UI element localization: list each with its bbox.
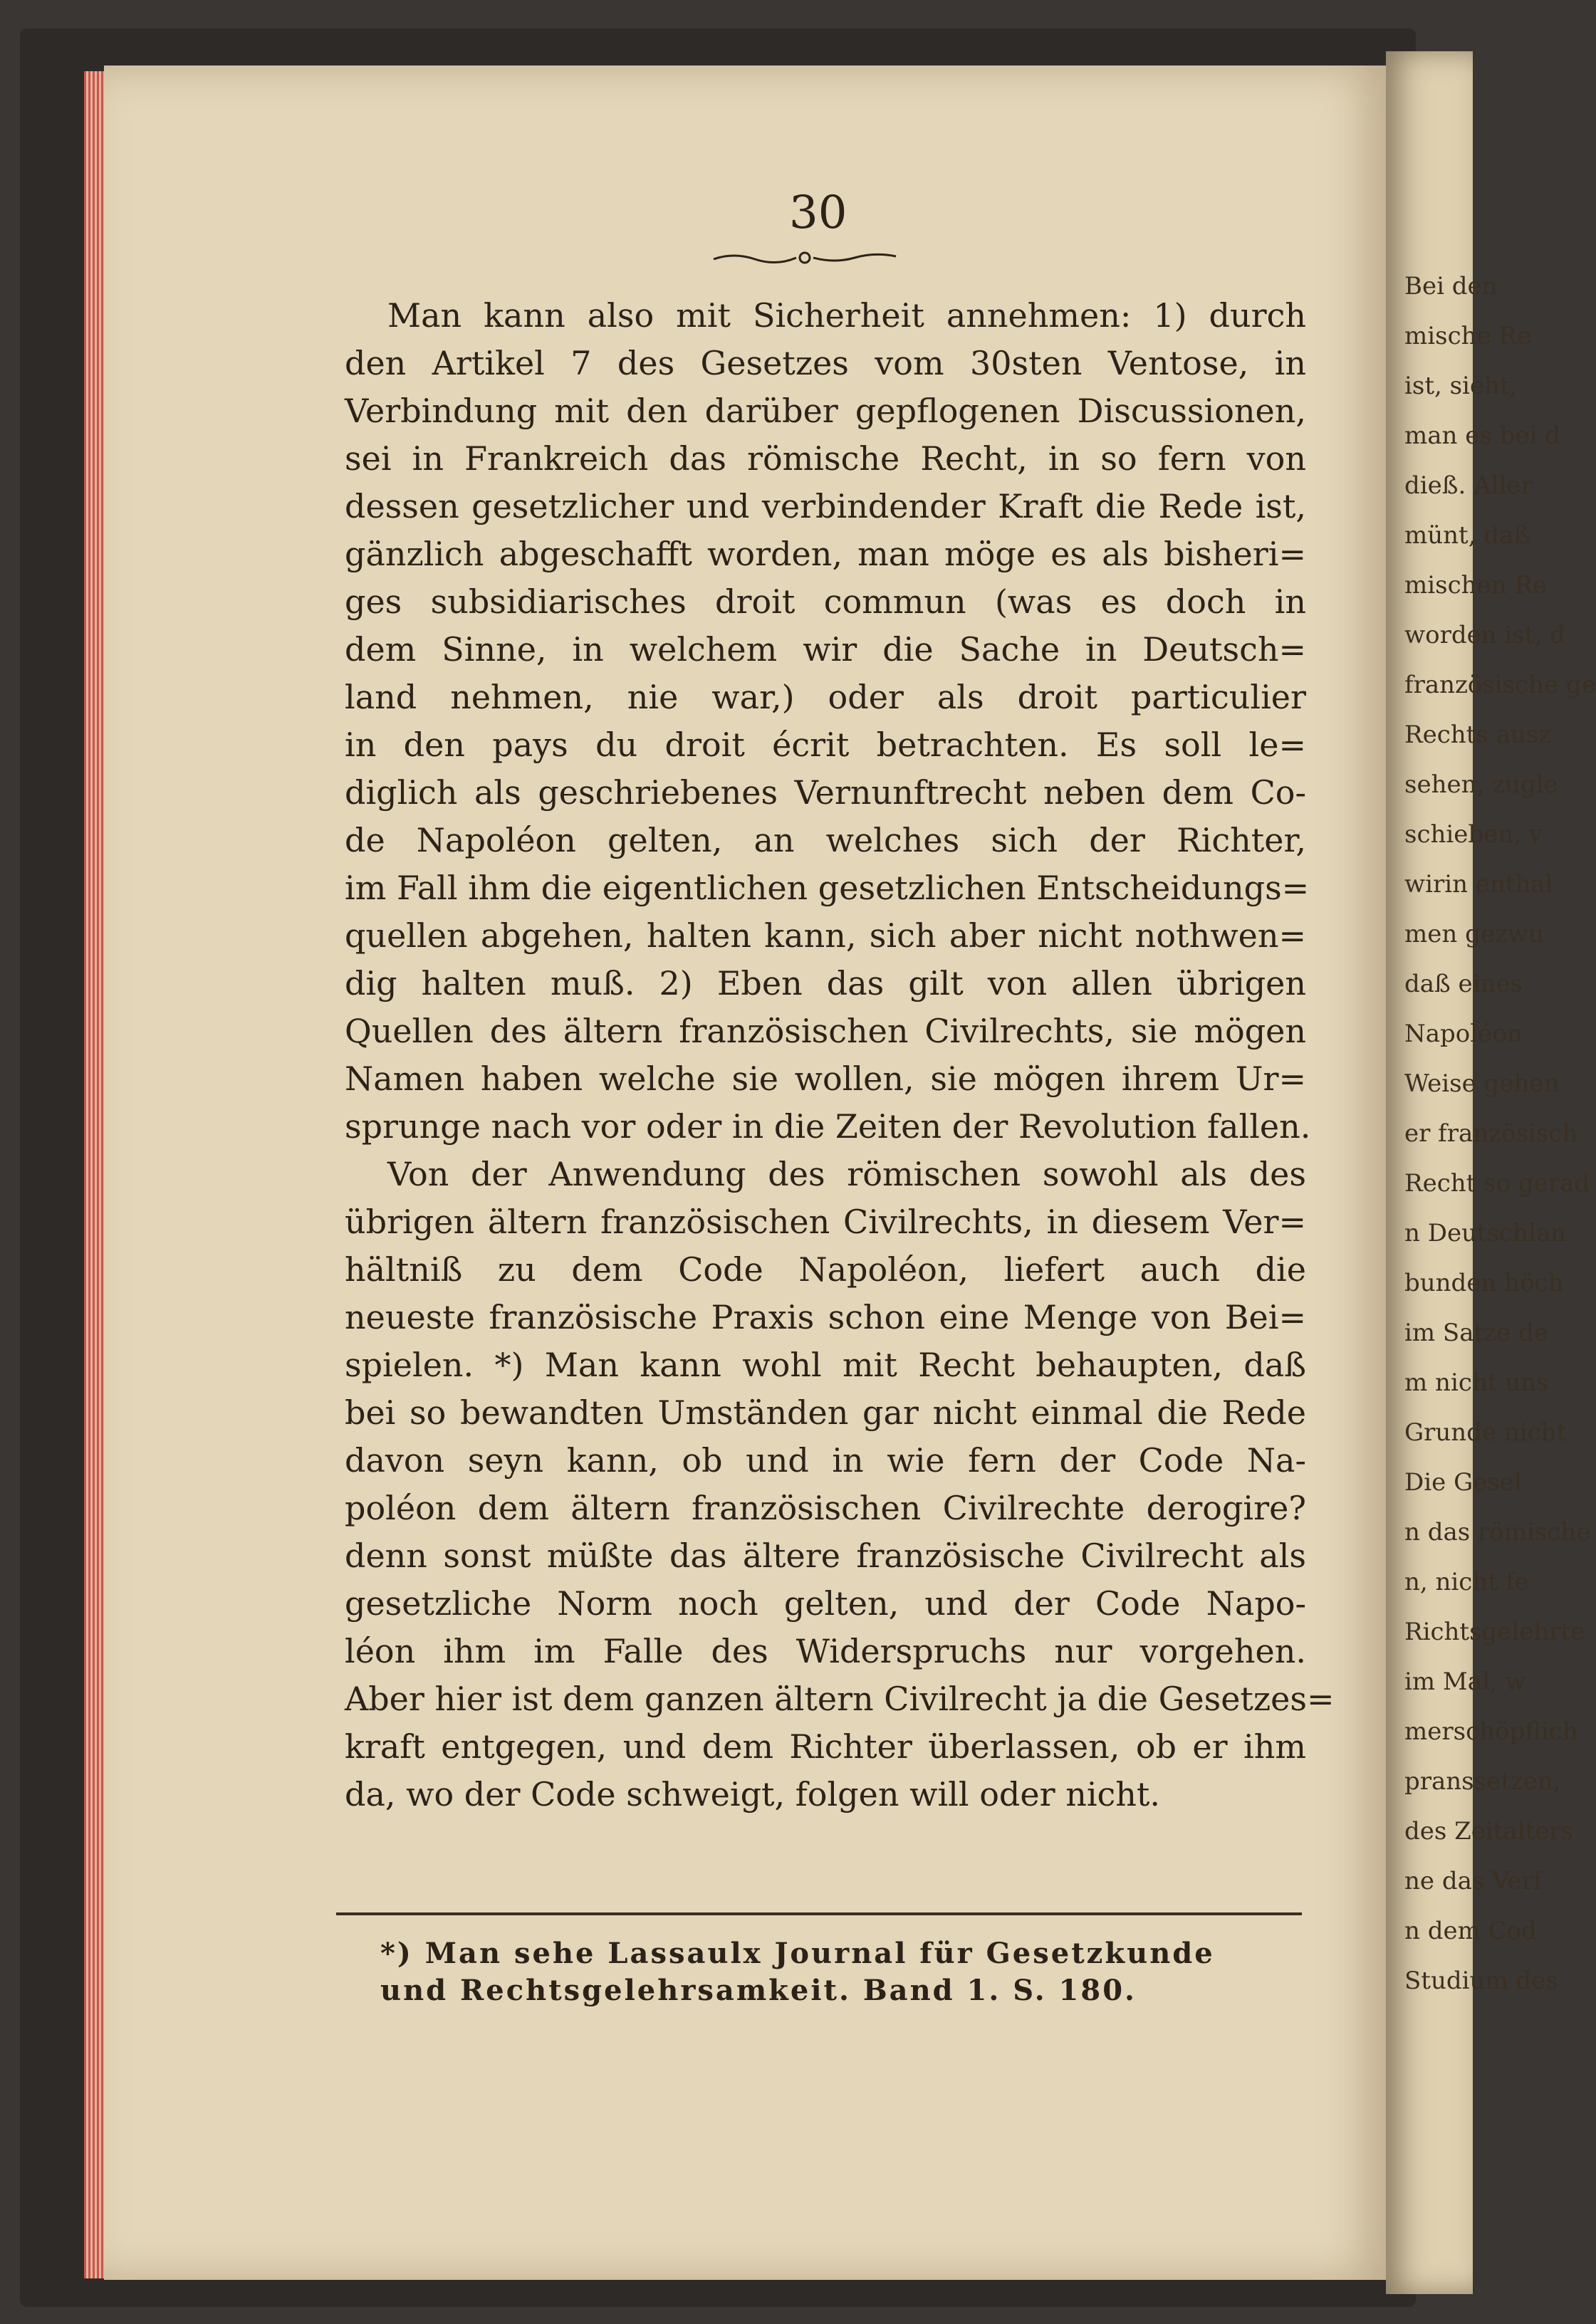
text-line: kraft entgegen, und dem Richter überlassen, ob er ihm (345, 1727, 1306, 1766)
adjacent-page-text: dieß. Aller (1404, 471, 1533, 500)
adjacent-page-text: ist, sieht, (1404, 372, 1518, 400)
adjacent-page-text: n dem Cod (1404, 1917, 1537, 1945)
text-line: diglich als geschriebenes Vernunftrecht neben dem Co- (345, 773, 1306, 812)
adjacent-page-text: n Deutschlan (1404, 1219, 1567, 1247)
adjacent-page-text: man es bei d (1404, 422, 1560, 450)
adjacent-page-text: ne das Verf (1404, 1867, 1543, 1895)
adjacent-page-text: Studium des (1404, 1967, 1558, 1995)
text-line: sei in Frankreich das römische Recht, in so fern von (345, 439, 1306, 478)
adjacent-page-text: Rechts ausz (1404, 721, 1552, 749)
text-line: quellen abgehen, halten kann, sich aber nicht nothwen= (345, 916, 1306, 955)
text-line: gesetzliche Norm noch gelten, und der Code Napo- (345, 1584, 1306, 1623)
text-line: den Artikel 7 des Gesetzes vom 30sten Ventose, in (345, 344, 1306, 382)
text-line: in den pays du droit écrit betrachten. Es soll le= (345, 726, 1306, 764)
adjacent-page-text: Weise gehen (1404, 1069, 1560, 1098)
adjacent-page-text: daß eines (1404, 970, 1523, 998)
adjacent-page-text: französische ge (1404, 671, 1596, 699)
text-line: spielen. *) Man kann wohl mit Recht behaupten, daß (345, 1346, 1306, 1384)
adjacent-page-text: merschöpflich (1404, 1717, 1578, 1746)
adjacent-page-text: bunden höch (1404, 1269, 1564, 1297)
footnote-line: und Rechtsgelehrsamkeit. Band 1. S. 180. (380, 1974, 1137, 2007)
adjacent-page-text: im Satze de (1404, 1319, 1548, 1347)
text-line: bei so bewandten Umständen gar nicht einmal die Rede (345, 1393, 1306, 1432)
adjacent-page-text: im Mal, w (1404, 1668, 1526, 1696)
adjacent-page-text: er französisch (1404, 1119, 1578, 1148)
adjacent-page-text: wirin enthal (1404, 870, 1553, 899)
text-line: Verbindung mit den darüber gepflogenen Discussionen, (345, 392, 1306, 430)
footnote (380, 1935, 1306, 2009)
text-line: gänzlich abgeschafft worden, man möge es als bisheri= (345, 535, 1306, 573)
text-line: de Napoléon gelten, an welches sich der Richter, (345, 821, 1306, 859)
adjacent-page-text: m nicht uns (1404, 1368, 1549, 1397)
adjacent-page-text: Grunde nicht (1404, 1418, 1567, 1447)
text-line: land nehmen, nie war,) oder als droit particulier (345, 678, 1306, 716)
text-line: hältniß zu dem Code Napoléon, liefert auch die (345, 1250, 1306, 1289)
text-line: neueste französische Praxis schon eine Menge von Bei= (345, 1298, 1306, 1336)
adjacent-page-text: Recht so gerad (1404, 1169, 1590, 1198)
adjacent-page-text: sehen, zugle (1404, 770, 1558, 799)
page-edge-stack (84, 71, 104, 2278)
text-line: Von der Anwendung des römischen sowohl als des (387, 1155, 1306, 1193)
body-text (345, 292, 1335, 1818)
text-line: dem Sinne, in welchem wir die Sache in Deutsch= (345, 630, 1306, 669)
text-line: denn sonst müßte das ältere französische Civilrecht als (345, 1537, 1306, 1575)
text-line: übrigen ältern französischen Civilrechts, in diesem Ver= (345, 1203, 1306, 1241)
adjacent-page-text: n das römische (1404, 1518, 1591, 1546)
adjacent-page-text: pranssetzen, (1404, 1767, 1561, 1796)
text-line: dessen gesetzlicher und verbindender Kraft die Rede ist, (345, 487, 1306, 525)
adjacent-page-edge (1386, 51, 1596, 2294)
adjacent-page-text: mischen Re (1404, 571, 1548, 600)
footnote-line: *) Man sehe Lassaulx Journal für Gesetzkunde (380, 1937, 1215, 1970)
text-line: Quellen des ältern französischen Civilrechts, sie mögen (345, 1012, 1306, 1050)
adjacent-page-text: men gezwu (1404, 920, 1544, 948)
adjacent-page-text: münt, daß (1404, 521, 1530, 550)
adjacent-page-text: mische Re (1404, 322, 1532, 350)
adjacent-page-text: Die Gesel (1404, 1468, 1522, 1497)
ornament-divider (712, 249, 897, 266)
text-line: Man kann also mit Sicherheit annehmen: 1) durch (387, 296, 1306, 335)
text-line: Aber hier ist dem ganzen ältern Civilrecht ja die Gesetzes= (345, 1680, 1335, 1718)
text-line: ges subsidiarisches droit commun (was es doch in (345, 582, 1306, 621)
adjacent-page-text: schieben, v (1404, 820, 1543, 849)
text-line: da, wo der Code schweigt, folgen will oder nicht. (345, 1775, 1161, 1813)
footnote-rule (336, 1912, 1302, 1915)
adjacent-page-text: des Zeitalters (1404, 1817, 1574, 1846)
adjacent-page-text: Napoléon (1404, 1020, 1523, 1048)
adjacent-page-text: Richtsgelehrte (1404, 1618, 1585, 1646)
text-line: dig halten muß. 2) Eben das gilt von allen übrigen (345, 964, 1306, 1003)
text-line: sprunge nach vor oder in die Zeiten der Revolution fallen. (345, 1107, 1311, 1146)
page-number: 30 (789, 187, 847, 239)
text-line: Namen haben welche sie wollen, sie mögen ihrem Ur= (345, 1059, 1306, 1098)
adjacent-page-text: n, nicht fe (1404, 1568, 1529, 1596)
text-line: poléon dem ältern französischen Civilrechte derogire? (345, 1489, 1306, 1527)
text-line: im Fall ihm die eigentlichen gesetzlichen Entscheidungs= (345, 869, 1310, 907)
adjacent-page-text: worden ist, d (1404, 621, 1565, 649)
adjacent-page-text: Bei den (1404, 272, 1498, 300)
text-line: léon ihm im Falle des Widerspruchs nur vorgehen. (345, 1632, 1306, 1670)
text-line: davon seyn kann, ob und in wie fern der Code Na- (345, 1441, 1306, 1480)
